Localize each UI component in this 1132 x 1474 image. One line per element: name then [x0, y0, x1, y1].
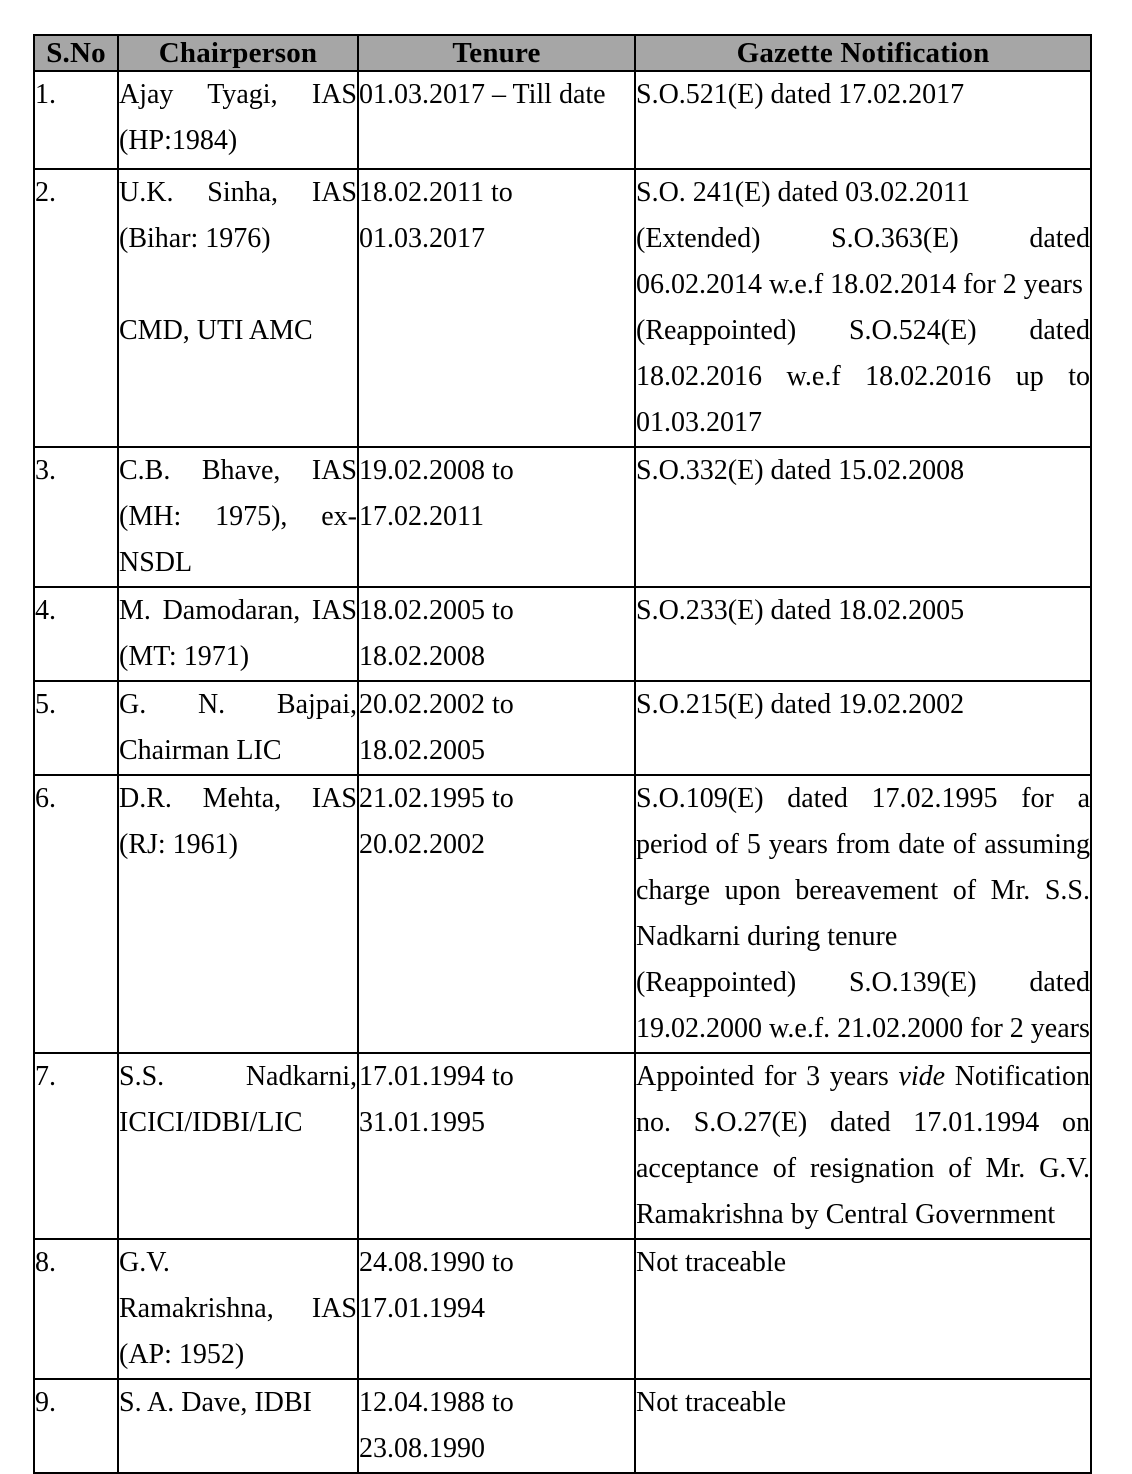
chairperson-history-table-wrapper: [33, 34, 1090, 1474]
cell-gazette: [635, 587, 1091, 681]
table-row: [34, 169, 1091, 447]
chairperson-line: S. A. Dave, IDBI: [119, 1387, 312, 1418]
gazette-text-segment-italic: vide: [898, 1061, 946, 1092]
table-row: [34, 1053, 1091, 1239]
gazette-line: S.O.233(E) dated 18.02.2005: [636, 595, 965, 626]
tenure-line: 01.03.2017 – Till date: [359, 79, 606, 110]
cell-gazette: [635, 447, 1091, 587]
cell-tenure: [358, 1053, 635, 1239]
table-row: [34, 447, 1091, 587]
tenure-line: 31.01.1995: [359, 1107, 485, 1138]
tenure-line: 21.02.1995 to: [359, 783, 514, 814]
cell-tenure: [358, 587, 635, 681]
tenure-line: 19.02.2008 to: [359, 455, 514, 486]
column-header-sno: S.No: [34, 35, 118, 71]
table-row: [34, 775, 1091, 1053]
cell-gazette: [635, 775, 1091, 1053]
chairperson-line: C.B. Bhave, IAS (MH: 1975), ex-NSDL: [119, 455, 357, 578]
gazette-line: S.O.332(E) dated 15.02.2008: [636, 455, 965, 486]
tenure-line: 18.02.2008: [359, 641, 485, 672]
cell-chairperson: [118, 169, 358, 447]
table-header: [34, 35, 1091, 71]
cell-gazette: [635, 681, 1091, 775]
gazette-text-segment: Notification no. S.O.27(E) dated 17.01.1994 on acceptance of resignation of Mr. G.V. Ramakrishna by Central Government: [636, 1061, 1090, 1230]
cell-tenure: [358, 447, 635, 587]
cell-sno: 9.: [34, 1379, 118, 1473]
cell-chairperson: [118, 71, 358, 169]
tenure-line: 20.02.2002 to: [359, 689, 514, 720]
tenure-line: 17.02.2011: [359, 501, 484, 532]
chairperson-line: G. N. Bajpai, Chairman LIC: [119, 689, 357, 766]
tenure-line: 17.01.1994: [359, 1293, 485, 1324]
cell-tenure: [358, 71, 635, 169]
tenure-line: 18.02.2005: [359, 735, 485, 766]
gazette-line: S.O. 241(E) dated 03.02.2011: [636, 177, 971, 208]
chairperson-line: M. Damodaran, IAS (MT: 1971): [119, 595, 357, 672]
gazette-line: S.O.215(E) dated 19.02.2002: [636, 689, 965, 720]
chairperson-line: Ajay Tyagi, IAS (HP:1984): [119, 79, 357, 156]
chairperson-line: Ramakrishna, IAS (AP: 1952): [119, 1293, 357, 1370]
tenure-line: 12.04.1988 to: [359, 1387, 514, 1418]
table-header-row: [34, 35, 1091, 71]
gazette-line: (Extended) S.O.363(E) dated 06.02.2014 w.e.f 18.02.2014 for 2 years: [636, 223, 1090, 300]
gazette-line: Not traceable: [636, 1387, 787, 1418]
cell-gazette: [635, 71, 1091, 169]
chairperson-line: G.V.: [119, 1247, 170, 1278]
tenure-line: 17.01.1994 to: [359, 1061, 514, 1092]
gazette-text-segment: Appointed for 3 years: [636, 1061, 899, 1092]
gazette-line: (Reappointed) S.O.524(E) dated 18.02.2016 w.e.f 18.02.2016 up to 01.03.2017: [636, 315, 1090, 438]
cell-sno: 3.: [34, 447, 118, 587]
gazette-rich-line: [636, 1054, 1090, 1238]
cell-sno: 5.: [34, 681, 118, 775]
cell-gazette: [635, 169, 1091, 447]
cell-tenure: [358, 169, 635, 447]
cell-sno: 2.: [34, 169, 118, 447]
chairperson-spacer: [119, 262, 357, 308]
cell-gazette: [635, 1053, 1091, 1239]
tenure-line: 18.02.2011 to: [359, 177, 513, 208]
cell-tenure: [358, 1239, 635, 1379]
tenure-line: 18.02.2005 to: [359, 595, 514, 626]
table-row: [34, 681, 1091, 775]
cell-sno: 6.: [34, 775, 118, 1053]
table-row: [34, 71, 1091, 169]
tenure-line: 20.02.2002: [359, 829, 485, 860]
gazette-line: Not traceable: [636, 1247, 787, 1278]
cell-sno: 4.: [34, 587, 118, 681]
chairperson-line: U.K. Sinha, IAS (Bihar: 1976): [119, 177, 357, 254]
cell-chairperson: [118, 1053, 358, 1239]
cell-chairperson: [118, 681, 358, 775]
column-header-gazette: Gazette Notification: [635, 35, 1091, 71]
table-row: [34, 1239, 1091, 1379]
table-row: [34, 1379, 1091, 1473]
cell-chairperson: [118, 587, 358, 681]
tenure-line: 23.08.1990: [359, 1433, 485, 1464]
cell-tenure: [358, 775, 635, 1053]
chairperson-line: CMD, UTI AMC: [119, 315, 313, 346]
chairperson-line: S.S. Nadkarni, ICICI/IDBI/LIC: [119, 1061, 357, 1138]
cell-chairperson: [118, 1379, 358, 1473]
table-body: [34, 71, 1091, 1473]
gazette-line: S.O.109(E) dated 17.02.1995 for a period of 5 years from date of assuming charge upon bereavement of Mr. S.S. Nadkarni during tenure: [636, 783, 1090, 952]
cell-sno: 1.: [34, 71, 118, 169]
cell-tenure: [358, 1379, 635, 1473]
gazette-line: S.O.521(E) dated 17.02.2017: [636, 79, 965, 110]
chairperson-history-table: [33, 34, 1092, 1474]
gazette-line: (Reappointed) S.O.139(E) dated 19.02.2000 w.e.f. 21.02.2000 for 2 years: [636, 967, 1090, 1044]
cell-gazette: [635, 1239, 1091, 1379]
chairperson-line: D.R. Mehta, IAS (RJ: 1961): [119, 783, 357, 860]
cell-gazette: [635, 1379, 1091, 1473]
cell-sno: 8.: [34, 1239, 118, 1379]
column-header-tenure: Tenure: [358, 35, 635, 71]
cell-chairperson: [118, 775, 358, 1053]
tenure-line: 01.03.2017: [359, 223, 485, 254]
column-header-chairperson: Chairperson: [118, 35, 358, 71]
cell-chairperson: [118, 447, 358, 587]
table-row: [34, 587, 1091, 681]
cell-tenure: [358, 681, 635, 775]
cell-chairperson: [118, 1239, 358, 1379]
tenure-line: 24.08.1990 to: [359, 1247, 514, 1278]
cell-sno: 7.: [34, 1053, 118, 1239]
